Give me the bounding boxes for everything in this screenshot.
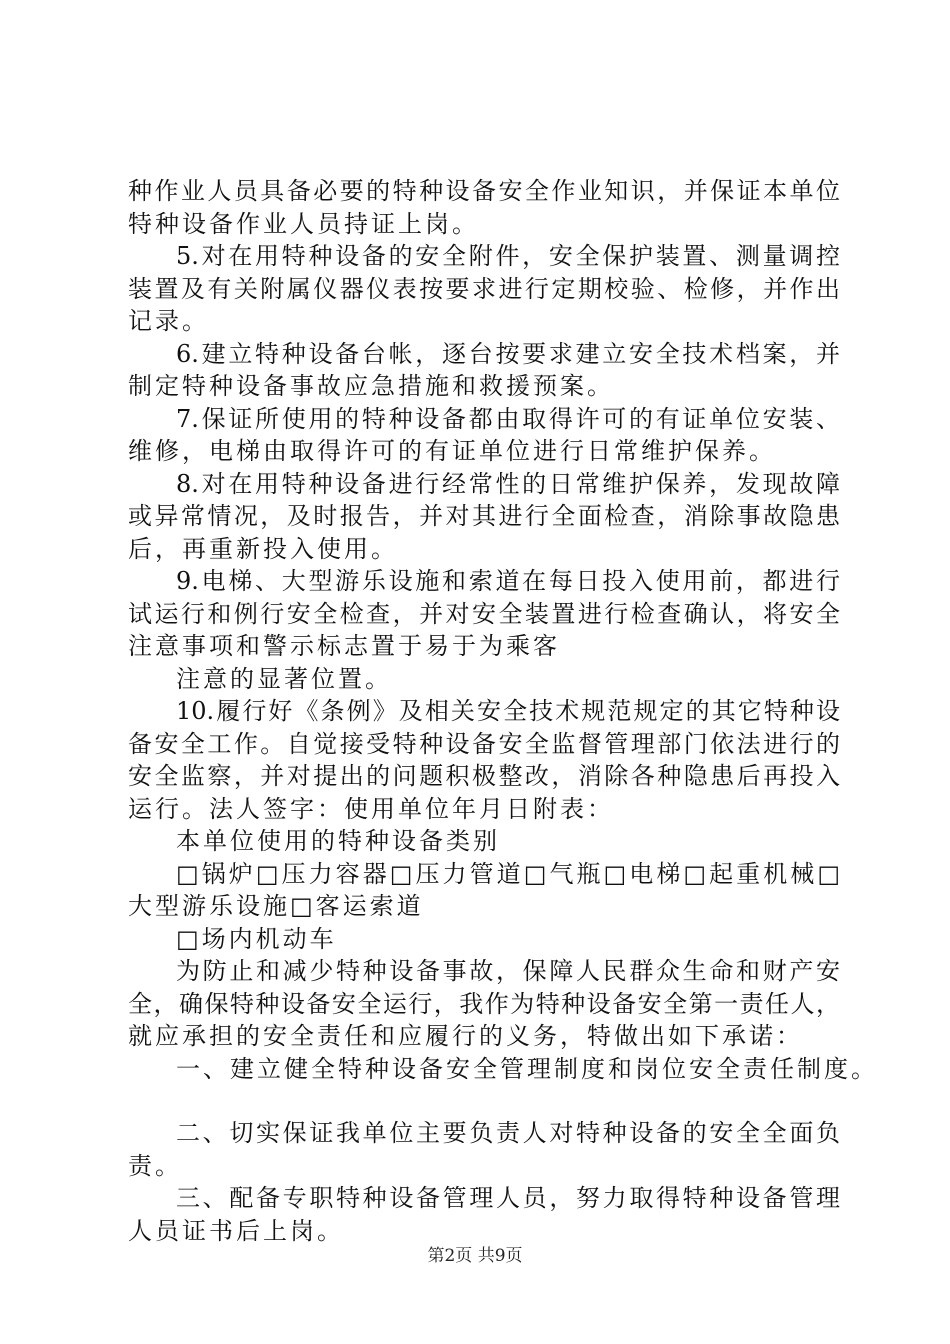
- paragraph-line: 全，确保特种设备安全运行，我作为特种设备安全第一责任人，: [128, 989, 840, 1018]
- paragraph-line: 二、切实保证我单位主要负责人对特种设备的安全全面负: [176, 1119, 840, 1147]
- paragraph-line: 装置及有关附属仪器仪表按要求进行定期校验、检修，并作出: [128, 274, 840, 303]
- paragraph-line: 9.电梯、大型游乐设施和索道在每日投入使用前，都进行: [176, 567, 840, 595]
- paragraph-line: 试运行和例行安全检查，并对安全装置进行检查确认，将安全: [128, 599, 840, 628]
- paragraph-line: 一、建立健全特种设备安全管理制度和岗位安全责任制度。: [176, 1054, 878, 1083]
- paragraph-line: □锅炉□压力容器□压力管道□气瓶□电梯□起重机械□: [176, 859, 840, 888]
- paragraph-line: 特种设备作业人员持证上岗。: [128, 209, 479, 238]
- paragraph-line: 大型游乐设施□客运索道: [128, 892, 424, 920]
- paragraph-line: 运行。法人签字：使用单位年月日附表：: [128, 794, 614, 823]
- paragraph-line: 种作业人员具备必要的特种设备安全作业知识，并保证本单位: [128, 177, 840, 205]
- paragraph-line: 10.履行好《条例》及相关安全技术规范规定的其它特种设: [176, 697, 840, 725]
- paragraph-line: 7.保证所使用的特种设备都由取得许可的有证单位安装、: [176, 404, 840, 433]
- document-body: [128, 175, 878, 1247]
- paragraph-line: □场内机动车: [176, 924, 337, 953]
- paragraph-line: 维修，电梯由取得许可的有证单位进行日常维护保养。: [128, 437, 776, 465]
- paragraph-line: 6.建立特种设备台帐，逐台按要求建立安全技术档案，并: [176, 339, 840, 368]
- paragraph-line: 8.对在用特种设备进行经常性的日常维护保养，发现故障: [176, 469, 840, 498]
- paragraph-line: 或异常情况，及时报告，并对其进行全面检查，消除事故隐患: [128, 502, 840, 530]
- paragraph-line: 5.对在用特种设备的安全附件，安全保护装置、测量调控: [176, 242, 840, 270]
- paragraph-line: 制定特种设备事故应急措施和救援预案。: [128, 372, 614, 400]
- paragraph-line: 三、配备专职特种设备管理人员，努力取得特种设备管理: [176, 1184, 840, 1212]
- paragraph-line: 记录。: [128, 307, 209, 335]
- paragraph-line: 就应承担的安全责任和应履行的义务，特做出如下承诺：: [128, 1022, 803, 1050]
- paragraph-line: 安全监察，并对提出的问题积极整改，消除各种隐患后再投入: [128, 762, 840, 790]
- page-number-footer: 第2页 共9页: [427, 1246, 523, 1266]
- paragraph-line: 人员证书后上岗。: [128, 1216, 344, 1245]
- paragraph-line: 后，再重新投入使用。: [128, 534, 398, 563]
- paragraph-line: 本单位使用的特种设备类别: [176, 827, 500, 855]
- paragraph-line: 责。: [128, 1151, 182, 1180]
- paragraph-line: 注意的显著位置。: [176, 664, 392, 693]
- blank-line: [128, 1085, 840, 1117]
- paragraph-line: 备安全工作。自觉接受特种设备安全监督管理部门依法进行的: [128, 729, 840, 758]
- paragraph-line: 注意事项和警示标志置于易于为乘客: [128, 632, 560, 660]
- paragraph-line: 为防止和减少特种设备事故，保障人民群众生命和财产安: [176, 957, 840, 985]
